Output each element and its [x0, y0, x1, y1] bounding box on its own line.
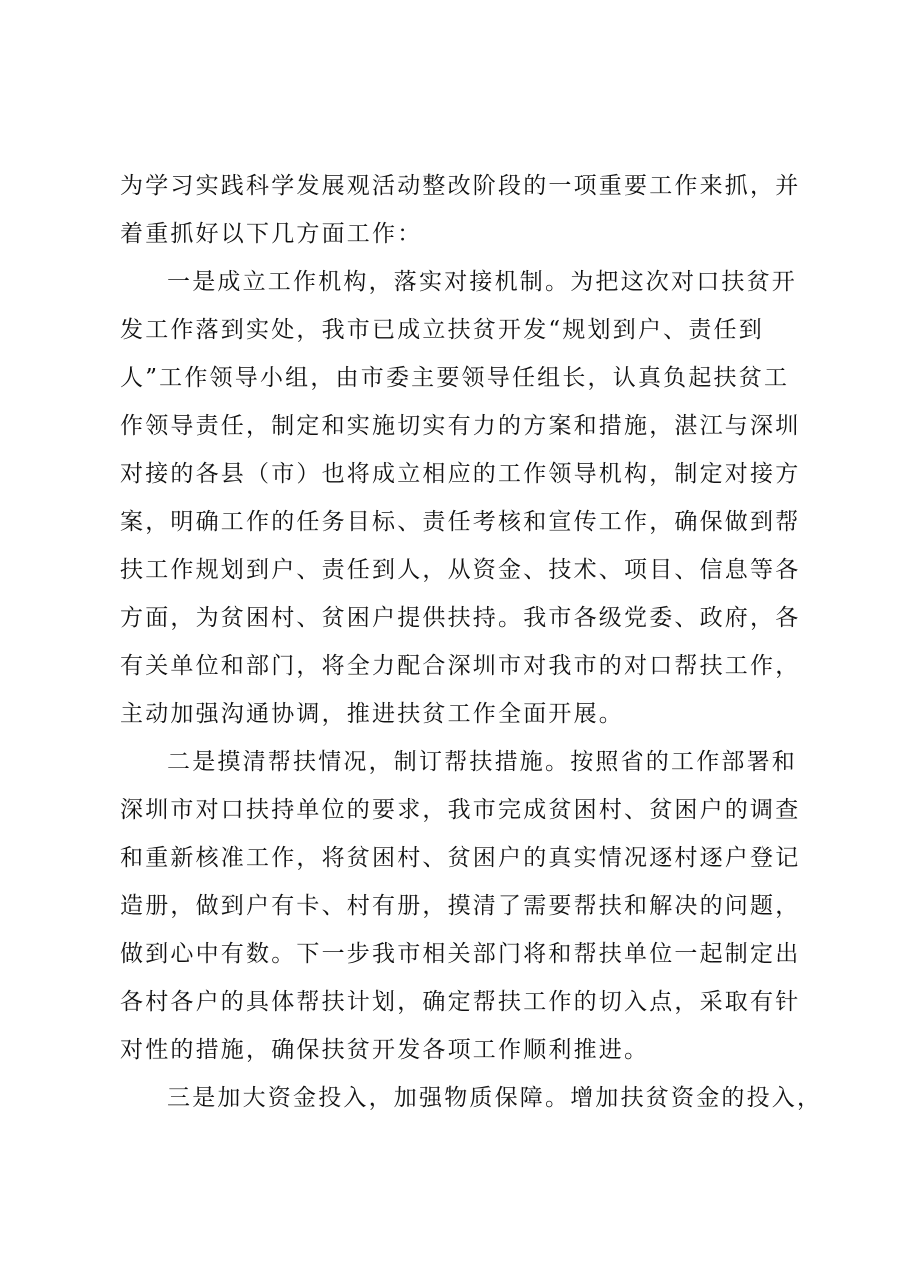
text-line: 造册，做到户有卡、村有册，摸清了需要帮扶和解决的问题，	[120, 893, 801, 919]
text-line: 案，明确工作的任务目标、责任考核和宣传工作，确保做到帮	[120, 509, 801, 535]
paragraph-3-first-line: 三是加大资金投入，加强物质保障。增加扶贫资金的投入，	[167, 1085, 823, 1111]
text-line: 方面，为贫困村、贫困户提供扶持。我市各级党委、政府，各	[120, 605, 801, 631]
text-line: 有关单位和部门，将全力配合深圳市对我市的对口帮扶工作，	[120, 653, 801, 679]
text-line: 对性的措施，确保扶贫开发各项工作顺利推进。	[120, 1037, 650, 1063]
text-line: 扶工作规划到户、责任到人，从资金、技术、项目、信息等各	[120, 557, 801, 583]
paragraph-1-first-line: 一是成立工作机构，落实对接机制。为把这次对口扶贫开	[167, 269, 797, 295]
text-line: 对接的各县（市）也将成立相应的工作领导机构，制定对接方	[120, 461, 801, 487]
text-line: 为学习实践科学发展观活动整改阶段的一项重要工作来抓，并	[120, 173, 801, 199]
text-line: 着重抓好以下几方面工作：	[120, 221, 423, 247]
text-line: 人”工作领导小组，由市委主要领导任组长，认真负起扶贫工	[120, 365, 790, 391]
text-line: 发工作落到实处，我市已成立扶贫开发“规划到户、责任到	[120, 317, 764, 343]
text-line: 主动加强沟通协调，推进扶贫工作全面开展。	[120, 701, 624, 727]
paragraph-2-first-line: 二是摸清帮扶情况，制订帮扶措施。按照省的工作部署和	[167, 749, 797, 775]
text-line: 做到心中有数。下一步我市相关部门将和帮扶单位一起制定出	[120, 941, 801, 967]
text-line: 作领导责任，制定和实施切实有力的方案和措施，湛江与深圳	[120, 413, 801, 439]
text-line: 和重新核准工作，将贫困村、贫困户的真实情况逐村逐户登记	[120, 845, 801, 871]
text-line: 深圳市对口扶持单位的要求，我市完成贫困村、贫困户的调查	[120, 797, 801, 823]
text-line: 各村各户的具体帮扶计划，确定帮扶工作的切入点，采取有针	[120, 989, 801, 1015]
